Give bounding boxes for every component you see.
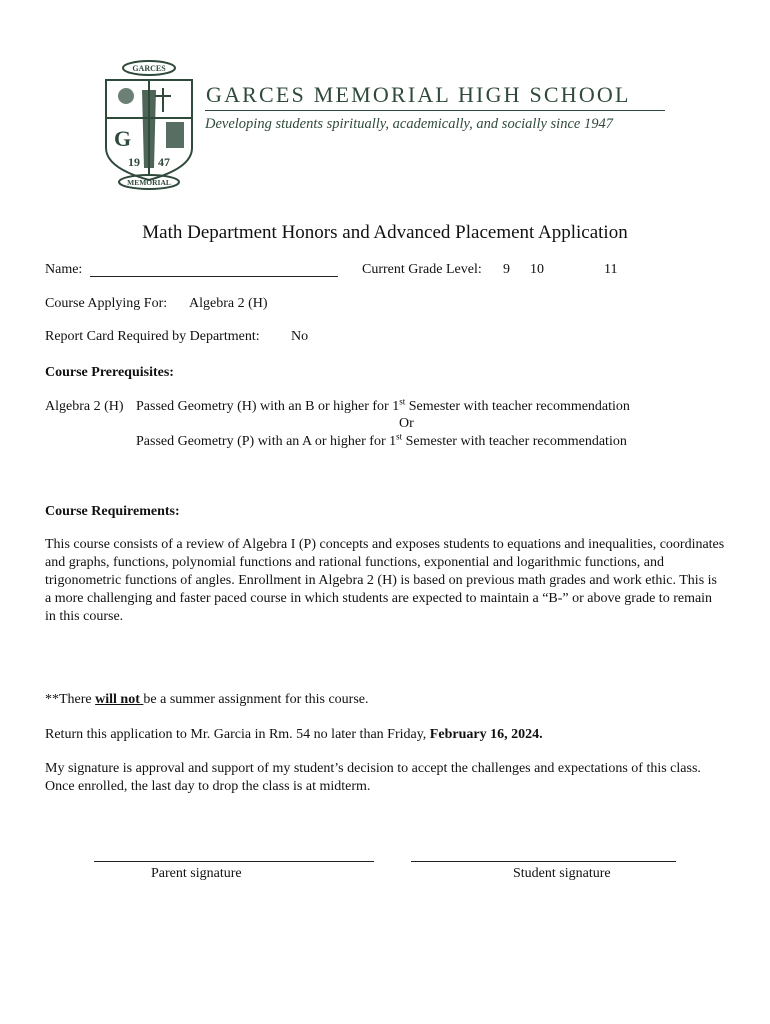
crest-year-left: 19 xyxy=(128,155,140,169)
approval-statement: My signature is approval and support of my student’s decision to accept the challenges and expectations of this class. Once enrolled, the last day to drop the class is at midterm. xyxy=(45,761,701,794)
header-divider xyxy=(205,110,665,111)
requirements-heading: Course Requirements: xyxy=(45,504,180,519)
prerequisites-heading: Course Prerequisites: xyxy=(45,365,174,380)
grade-option-10[interactable]: 10 xyxy=(530,262,544,277)
parent-signature-label: Parent signature xyxy=(151,866,242,881)
course-applying-value: Algebra 2 (H) xyxy=(189,296,268,311)
grade-level-label: Current Grade Level: xyxy=(362,262,482,277)
return-instructions: Return this application to Mr. Garcia in Rm. 54 no later than Friday, February 16, 2024. xyxy=(45,727,543,742)
report-card-value: No xyxy=(291,329,309,344)
school-tagline: Developing students spiritually, academically, and socially since 1947 xyxy=(205,116,613,132)
student-signature-label: Student signature xyxy=(513,866,611,881)
prereq-option-2: Passed Geometry (P) with an A or higher for 1st Semester with teacher recommendation xyxy=(136,431,627,449)
course-applying-label: Course Applying For: xyxy=(45,296,168,311)
prereq-course-name: Algebra 2 (H) xyxy=(45,399,124,414)
requirements-paragraph: This course consists of a review of Algebra I (P) concepts and exposes students to equations and inequalities, coordinates and graphs, functions, polynomial functions and rational functions, exponential and logarithmic functions, and trigonometric functions of angles. Enrollment in Algebra 2 (H) is based on previous math grades and work ethic. This is a more challenging and faster paced course in which students are expected to maintain a “B-” or above grade to remain in this course. xyxy=(45,537,725,624)
prereq-or: Or xyxy=(399,416,414,431)
student-signature-line[interactable] xyxy=(411,861,676,862)
summer-assignment-note: **There will not be a summer assignment for this course. xyxy=(45,692,369,707)
document-title: Math Department Honors and Advanced Placement Application xyxy=(142,222,628,243)
crest-bottom-text: MEMORIAL xyxy=(127,178,171,187)
parent-signature-line[interactable] xyxy=(94,861,374,862)
name-input-line[interactable] xyxy=(90,276,338,277)
name-label: Name: xyxy=(45,262,83,277)
grade-option-11[interactable]: 11 xyxy=(604,262,618,277)
crest-letter-g: G xyxy=(114,126,132,151)
prereq-option-1: Passed Geometry (H) with an B or higher for 1st Semester with teacher recommendation xyxy=(136,396,630,414)
school-name: GARCES MEMORIAL HIGH SCHOOL xyxy=(206,82,631,107)
report-card-label: Report Card Required by Department: xyxy=(45,329,260,344)
crest-top-text: GARCES xyxy=(132,64,166,73)
grade-option-9[interactable]: 9 xyxy=(503,262,510,277)
school-crest-logo xyxy=(100,58,198,190)
crest-year-right: 47 xyxy=(158,155,170,169)
